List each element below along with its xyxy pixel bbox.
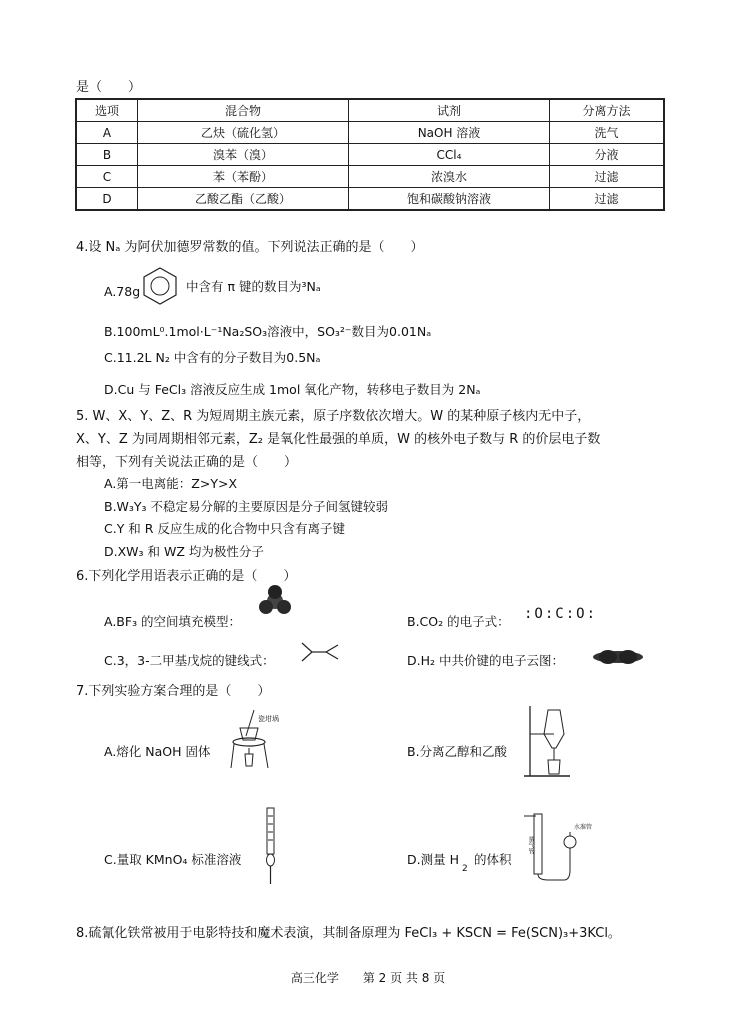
table-cell: 溴苯（溴） xyxy=(138,144,349,166)
q4-option-a-prefix: A.78g xyxy=(104,284,141,299)
leveling-tube-label: 水准管 xyxy=(574,824,593,831)
q6-option-b: B.CO₂ 的电子式： xyxy=(407,614,510,629)
q7-option-c: C.量取 KMnO₄ 标准溶液 xyxy=(104,852,242,867)
q6-option-d: D.H₂ 中共价键的电子云图： xyxy=(407,653,564,668)
q6-option-c: C.3，3-二甲基戊烷的键线式： xyxy=(104,653,275,668)
q5-option-b: B.W₃Y₃ 不稳定易分解的主要原因是分子间氢键较弱 xyxy=(104,499,389,514)
q4-stem: 4.设 Nₐ 为阿伏加德罗常数的值。下列说法正确的是（ ） xyxy=(76,240,424,255)
table-cell: A xyxy=(76,122,138,144)
table-header: 试剂 xyxy=(349,99,550,122)
q7-stem: 7.下列实验方案合理的是（ ） xyxy=(76,684,271,699)
table-row xyxy=(76,144,664,166)
table-cell: 过滤 xyxy=(550,166,665,188)
table-cell: 洗气 xyxy=(550,122,665,144)
crucible-label: 瓷坩埚 xyxy=(258,715,279,723)
table-cell: D xyxy=(76,188,138,211)
table-cell: B xyxy=(76,144,138,166)
q5-stem-line1: 5. W、X、Y、Z、R 为短周期主族元素，原子序数依次增大。W 的某种原子核内无中子， xyxy=(76,409,591,424)
page-footer: 高三化学 第 2 页 共 8 页 xyxy=(290,971,446,985)
bf3-space-filling-model-icon xyxy=(258,585,292,617)
q4-option-c: C.11.2L N₂ 中含有的分子数目为0.5Nₐ xyxy=(104,350,321,365)
q4-option-d: D.Cu 与 FeCl₃ 溶液反应生成 1mol 氧化产物，转移电子数目为 2Nₐ xyxy=(104,382,481,397)
benzene-ring-icon xyxy=(142,266,178,304)
skeletal-formula-icon xyxy=(300,641,340,663)
q5-stem-line2: X、Y、Z 为同周期相邻元素，Z₂ 是氧化性最强的单质，W 的核外电子数与 R 的价层电子数 xyxy=(76,432,601,447)
table-row xyxy=(76,188,664,211)
table-cell: CCl₄ xyxy=(349,144,550,166)
table-header: 混合物 xyxy=(138,99,349,122)
table-cell: 分液 xyxy=(550,144,665,166)
table-cell: 乙炔（硫化氢） xyxy=(138,122,349,144)
table-cell: 乙酸乙酯（乙酸） xyxy=(138,188,349,211)
co2-electron-formula: :O:C:O: xyxy=(524,606,598,622)
q7-option-d-suffix: 的体积 xyxy=(474,852,512,867)
burette-icon xyxy=(262,806,280,886)
q8-stem: 8.硫氰化铁常被用于电影特技和魔术表演，其制备原理为 FeCl₃ + KSCN = Fe(SCN)₃+3KCl。 xyxy=(76,926,621,941)
q5-option-d: D.XW₃ 和 WZ 均为极性分子 xyxy=(104,544,264,559)
q7-option-d-subscript: 2 xyxy=(462,864,468,874)
q7-option-a: A.熔化 NaOH 固体 xyxy=(104,744,211,759)
q6-option-a: A.BF₃ 的空间填充模型： xyxy=(104,614,242,629)
table-cell: 苯（苯酚） xyxy=(138,166,349,188)
separatory-funnel-stand-icon xyxy=(524,704,574,780)
q7-option-b: B.分离乙醇和乙酸 xyxy=(407,744,508,759)
table-cell: 饱和碳酸钠溶液 xyxy=(349,188,550,211)
separation-table xyxy=(75,98,665,211)
q7-option-d-prefix: D.测量 H xyxy=(407,852,459,867)
table-cell: 过滤 xyxy=(550,188,665,211)
q5-stem-line3: 相等，下列有关说法正确的是（ ） xyxy=(76,455,298,470)
q6-stem: 6.下列化学用语表示正确的是（ ） xyxy=(76,569,297,584)
q4-option-a-suffix: 中含有 π 键的数目为³Nₐ xyxy=(186,279,321,294)
table-cell: 浓溴水 xyxy=(349,166,550,188)
q4-option-b: B.100mL⁰.1mol·L⁻¹Na₂SO₃溶液中，SO₃²⁻数目为0.01Nₐ xyxy=(104,324,432,339)
h2-electron-cloud-icon xyxy=(592,648,644,666)
table-cell: C xyxy=(76,166,138,188)
lead-text: 是（ ） xyxy=(76,80,142,95)
q5-option-a: A.第一电离能：Z>Y>X xyxy=(104,476,238,491)
q5-option-c: C.Y 和 R 反应生成的化合物中只含有离子键 xyxy=(104,521,345,536)
gas-burette-label: 量气管 xyxy=(527,836,534,854)
table-header: 分离方法 xyxy=(550,99,665,122)
table-header: 选项 xyxy=(76,99,138,122)
table-header-row xyxy=(76,99,664,122)
table-cell: NaOH 溶液 xyxy=(349,122,550,144)
table-row xyxy=(76,166,664,188)
table-row xyxy=(76,122,664,144)
